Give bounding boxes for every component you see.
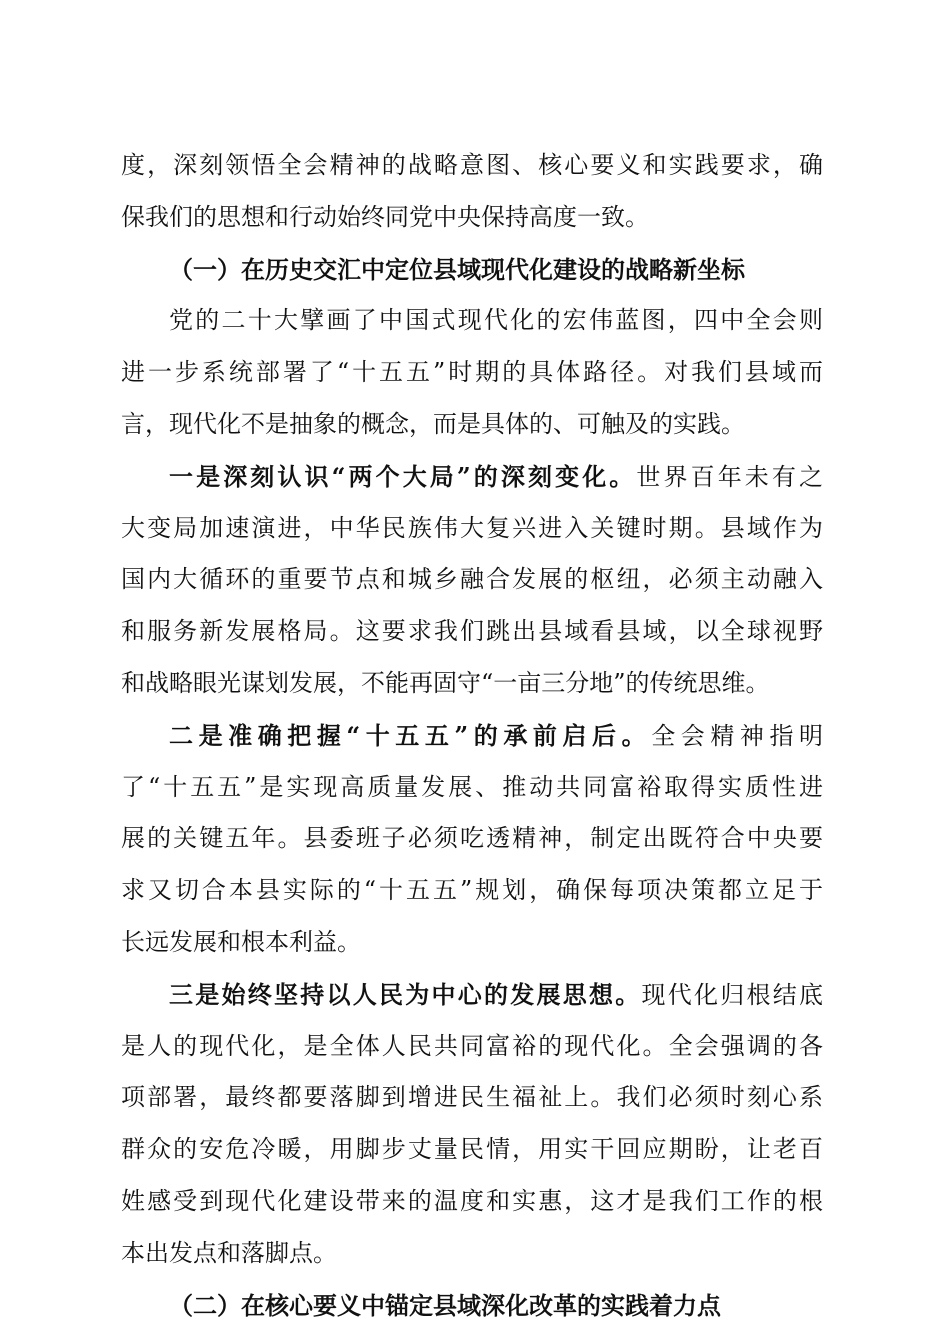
lead-continuation: 全会精神指明 xyxy=(651,721,824,750)
body-line: 了“十五五”是实现高质量发展、推动共同富裕取得实质性进 xyxy=(121,772,823,801)
lead-continuation: 现代化归根结底 xyxy=(641,980,823,1009)
body-line: 和服务新发展格局。这要求我们跳出县域看县域，以全球视野 xyxy=(121,617,823,646)
body-line: 国内大循环的重要节点和城乡融合发展的枢纽，必须主动融入 xyxy=(121,565,823,594)
body-line: 和战略眼光谋划发展，不能再固守“一亩三分地”的传统思维。 xyxy=(121,668,770,697)
lead-sentence: 二是准确把握“十五五”的承前启后。 xyxy=(169,720,652,750)
body-line: 保我们的思想和行动始终同党中央保持高度一致。 xyxy=(121,202,649,231)
body-line: 项部署，最终都要落脚到增进民生福祉上。我们必须时刻心系 xyxy=(121,1083,823,1112)
section-heading-2: （二）在核心要义中锚定县域深化改革的实践着力点 xyxy=(169,1290,721,1320)
body-line: 群众的安危冷暖，用脚步丈量民情，用实干回应期盼，让老百 xyxy=(121,1135,823,1164)
body-line: 展的关键五年。县委班子必须吃透精神，制定出既符合中央要 xyxy=(121,824,823,853)
paragraph-first-line xyxy=(121,969,823,1021)
section-heading-1: （一）在历史交汇中定位县域现代化建设的战略新坐标 xyxy=(169,254,745,284)
body-line: 是人的现代化，是全体人民共同富裕的现代化。全会强调的各 xyxy=(121,1031,823,1060)
body-line: 求又切合本县实际的“十五五”规划，确保每项决策都立足于 xyxy=(121,876,823,905)
lead-sentence: 一是深刻认识“两个大局”的深刻变化。 xyxy=(169,461,637,491)
paragraph-first-line: 党的二十大擘画了中国式现代化的宏伟蓝图，四中全会则 xyxy=(169,306,823,335)
body-line: 姓感受到现代化建设带来的温度和实惠，这才是我们工作的根 xyxy=(121,1186,823,1215)
body-line: 进一步系统部署了“十五五”时期的具体路径。对我们县域而 xyxy=(121,358,823,387)
lead-continuation: 世界百年未有之 xyxy=(636,462,824,491)
body-line: 度，深刻领悟全会精神的战略意图、核心要义和实践要求，确 xyxy=(121,151,823,179)
lead-sentence: 三是始终坚持以人民为中心的发展思想。 xyxy=(169,979,642,1009)
body-line: 长远发展和根本利益。 xyxy=(121,927,361,956)
document-body xyxy=(121,140,823,1331)
body-line: 本出发点和落脚点。 xyxy=(121,1238,337,1267)
paragraph-first-line xyxy=(121,451,823,503)
body-line: 大变局加速演进，中华民族伟大复兴进入关键时期。县域作为 xyxy=(121,513,823,542)
paragraph-first-line xyxy=(121,710,823,762)
body-line: 言，现代化不是抽象的概念，而是具体的、可触及的实践。 xyxy=(121,409,745,438)
